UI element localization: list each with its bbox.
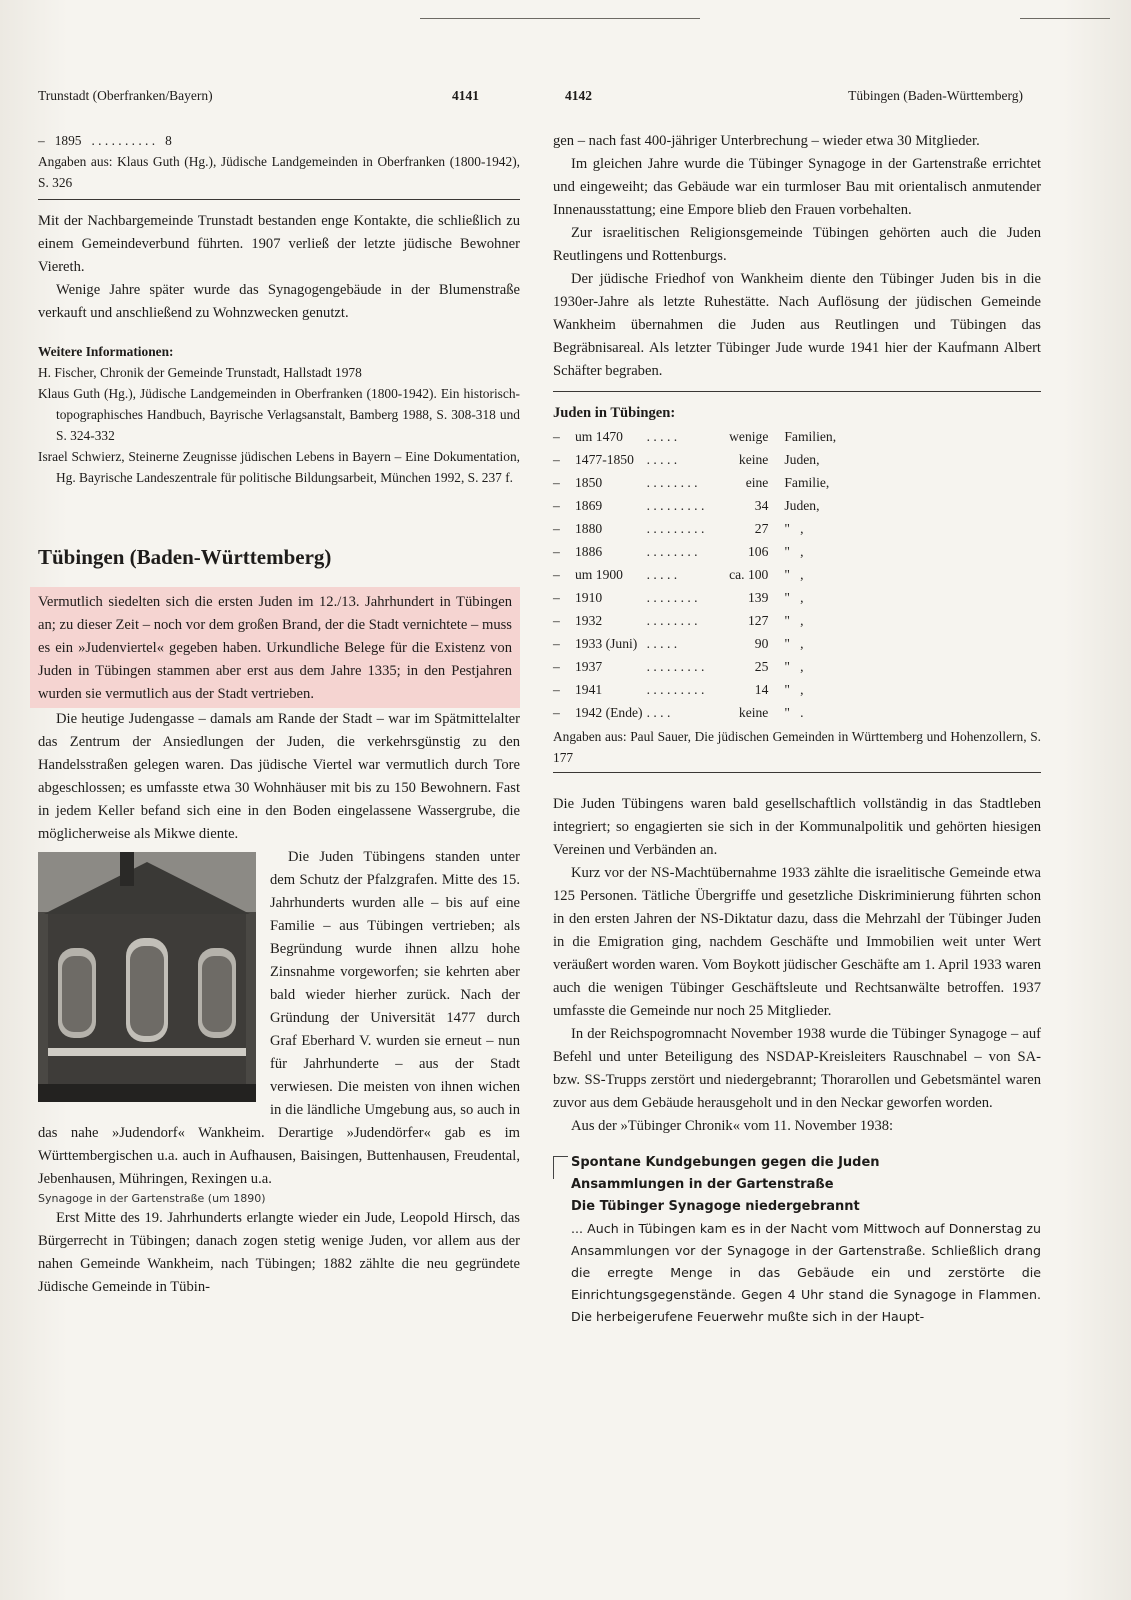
row-year: 1880 [575,521,603,536]
row-unit: " , [784,682,804,697]
row-year: um 1470 [575,429,623,444]
row-dots: . . . . . . . . . [646,659,705,674]
row-count: eine [745,475,769,490]
row-dots: . . . . [646,705,671,720]
further-info-heading: Weitere Informationen: [38,344,174,359]
row-dash: – [553,567,560,582]
table-row [553,632,864,655]
table-row [553,540,864,563]
paragraph: Erst Mitte des 19. Jahrhunderts erlangte wieder ein Jude, Leopold Hirsch, das Bürgerrecht in Tübingen; danach zogen stetig wenige Juden, vor allem aus der nahen Gemeinde Wankheim, nach Tübingen; 1882 zählte die neu gegründete Jüdische Gemeinde in Tübin- [38,1210,520,1295]
row-dash: – [553,705,560,720]
row-unit: " , [784,659,804,674]
table-row [553,563,864,586]
table-row [553,586,864,609]
reference-item: Klaus Guth (Hg.), Jüdische Landgemeinden in Oberfranken (1800-1942). Ein historisch-topographisches Handbuch, Bayrische Verlagsanstalt, Bamberg 1988, S. 308-318 und S. 324-332 [38,386,520,443]
row-dash: – [553,613,560,628]
table-row [553,701,864,724]
row-count: 27 [754,521,769,536]
left-column [38,130,520,1299]
row-dots: . . . . . [646,636,678,651]
row-dash: – [553,636,560,651]
row-dots: . . . . . . . . . [646,498,705,513]
quote-headline: Spontane Kundgebungen gegen die Juden [571,1155,880,1170]
figure-wrap [38,846,520,1299]
top-rule-right [1020,18,1110,19]
synagogue-photo-svg [38,852,256,1102]
table-row [553,655,864,678]
section-title: Tübingen (Baden-Württemberg) [38,545,332,569]
table-row [553,609,864,632]
row-dash: – [553,590,560,605]
row-count: keine [738,452,769,467]
row-count: 127 [747,613,769,628]
newspaper-quote [553,1152,1041,1328]
row-year: 1850 [575,475,603,490]
paragraph: gen – nach fast 400-jähriger Unterbrechung – wieder etwa 30 Mitglieder. [553,133,980,149]
row-unit: " , [784,567,804,582]
row-unit: Familie, [784,475,830,490]
trunstadt-source: Angaben aus: Klaus Guth (Hg.), Jüdische Landgemeinden in Oberfranken (1800-1942), S. 326 [38,154,520,190]
trunstadt-row: – 1895 . . . . . . . . . . 8 [38,130,520,151]
row-year: 1869 [575,498,603,513]
row-unit: " , [784,544,804,559]
row-dots: . . . . . [646,567,678,582]
row-dots: . . . . . . . . [646,475,698,490]
row-count: 14 [754,682,769,697]
reference-item: Israel Schwierz, Steinerne Zeugnisse jüdischen Lebens in Bayern – Eine Dokumentation, Hg. Bayrische Landeszentrale für politische Bildungsarbeit, München 1992, S. 237 f. [38,449,520,485]
table-row [553,448,864,471]
row-dots: . . . . . [646,429,678,444]
divider [553,772,1041,773]
row-year: 1932 [575,613,603,628]
row-dots: . . . . . . . . [646,544,698,559]
figure-caption: Synagoge in der Gartenstraße (um 1890) [38,1192,266,1205]
table-title: Juden in Tübingen: [553,405,676,421]
paragraph: Der jüdische Friedhof von Wankheim diente den Tübinger Juden bis in die 1930er-Jahre als letzte Ruhestätte. Nach Auflösung der jüdischen Gemeinde Wankheim übernahmen die Juden aus Reutlingen und Tübingen das Begräbnisareal. Als letzter Tübinger Jude wurde 1941 hier der Kaufmann Albert Schäfter begraben. [553,271,1041,379]
table-row [553,471,864,494]
paragraph: Wenige Jahre später wurde das Synagogengebäude in der Blumenstraße verkauft und anschließend zu Wohnzwecken genutzt. [38,282,520,321]
row-year: 1910 [575,590,603,605]
population-table [553,425,864,724]
row-year: 1477-1850 [575,452,634,467]
page-number-right: 4142 [565,88,592,103]
table-row [553,517,864,540]
table-row [553,425,864,448]
row-count: keine [738,705,769,720]
row-unit: Juden, [784,452,820,467]
row-unit: " , [784,590,804,605]
trunstadt-year: 1895 [54,133,82,148]
row-dash: – [553,659,560,674]
row-year: 1942 (Ende) [575,705,643,720]
row-dots: . . . . . . . . . [646,521,705,536]
row-year: 1937 [575,659,603,674]
row-count: ca. 100 [729,567,769,582]
paragraph: Zur israelitischen Religionsgemeinde Tübingen gehörten auch die Juden Reutlingens und Rottenburgs. [553,225,1041,264]
paragraph: Kurz vor der NS-Machtübernahme 1933 zählte die israelitische Gemeinde etwa 125 Personen. Tätliche Übergriffe und gesetzliche Diskriminierung führten schon in den ersten Jahren der NS-Diktatur dazu, dass die Mehrzahl der Tübinger Juden in die Emigration ging, nachdem Geschäfte und Immobilien weit unter Wert veräußert worden waren. Vom Boykott jüdischer Geschäfte am 1. April 1933 waren auch die wenigen Tübinger Geschäftsleute und Rechtsanwälte betroffen. 1937 umfasste die Gemeinde nur noch 25 Mitglieder. [553,865,1041,1019]
row-count: 34 [754,498,769,513]
row-year: 1941 [575,682,603,697]
trunstadt-value: 8 [165,133,172,148]
row-dots: . . . . . . . . [646,590,698,605]
row-count: 106 [747,544,769,559]
reference-item: H. Fischer, Chronik der Gemeinde Trunstadt, Hallstadt 1978 [38,365,362,380]
row-dash: – [553,544,560,559]
row-count: wenige [729,429,769,444]
row-count: 90 [754,636,769,651]
divider [38,199,520,200]
top-rule-center [420,18,700,19]
row-dash: – [553,475,560,490]
quote-subheadline: Die Tübinger Synagoge niedergebrannt [571,1199,860,1214]
row-dots: . . . . . [646,452,678,467]
paragraph-wrapped: Die Juden Tübingens standen unter dem Schutz der Pfalzgrafen. Mitte des 15. Jahrhunderts wurden alle – bis auf eine Familie – aus Tübingen vertrieben; als Begründung wurde ihnen allzu hohe Zinsnahme vorgeworfen; sie kehrten aber bald wieder hierher zurück. Nach der Gründung der Universität 1477 durch Graf Eberhard V. wurden sie erneut – nun für Jahrhunderte – aus der Stadt verwiesen. Die meisten von ihnen wichen in die ländliche Umgebung aus, so auch in das nahe »Judendorf« Wankheim. Derartige »Judendörfer« gab es im Württembergischen u.a. auch in Aufhausen, Baisingen, Buttenhausen, Freudental, Jebenhausen, Mühringen, Rexingen u.a. [38,849,520,1187]
table-row [553,494,864,517]
row-dash: – [553,498,560,513]
synagogue-photo [38,852,256,1102]
row-dots: . . . . . . . . [646,613,698,628]
paragraph: Die Juden Tübingens waren bald gesellschaftlich vollständig in das Stadtleben integriert; so engagierten sie sich in der Kommunalpolitik und gehörten hiesigen Vereinen und Verbänden an. [553,796,1041,858]
paragraph: Aus der »Tübinger Chronik« vom 11. November 1938: [571,1118,894,1134]
paragraph: Im gleichen Jahre wurde die Tübinger Synagoge in der Gartenstraße errichtet und eingeweiht; das Gebäude war ein turmloser Bau mit orientalisch anmutender Innenausstattung; eine Empore blieb den Frauen vorbehalten. [553,156,1041,218]
right-column [553,130,1041,1328]
row-dash: – [553,521,560,536]
row-year: 1886 [575,544,603,559]
table-row [553,678,864,701]
row-unit: Juden, [784,498,820,513]
paragraph: Mit der Nachbargemeinde Trunstadt bestanden enge Kontakte, die schließlich zu einem Gemeindeverbund führten. 1907 verließ der letzte jüdische Bewohner Viereth. [38,213,520,275]
running-head-right: Tübingen (Baden-Württemberg) [848,88,1023,103]
row-dash: – [553,682,560,697]
row-unit: " , [784,521,804,536]
row-unit: " , [784,636,804,651]
row-year: 1933 (Juni) [575,636,638,651]
paragraph: In der Reichspogromnacht November 1938 wurde die Tübinger Synagoge – auf Befehl und unter Beteiligung des NSDAP-Kreisleiters Rauschnabel – von SA- bzw. SS-Trupps zerstört und niedergebrannt; Thorarollen und Gebetsmäntel waren zuvor aus dem Gebäude herausgeholt und in den Neckar geworfen worden. [553,1026,1041,1111]
divider [553,391,1041,392]
row-dots: . . . . . . . . . [646,682,705,697]
row-count: 139 [747,590,769,605]
row-unit: Familien, [784,429,837,444]
row-dash: – [553,429,560,444]
quote-subheadline: Ansammlungen in der Gartenstraße [571,1177,834,1192]
page-number-left: 4141 [452,88,479,103]
table-source: Angaben aus: Paul Sauer, Die jüdischen Gemeinden in Württemberg und Hohenzollern, S. 177 [553,729,1041,765]
row-unit: " . [784,705,804,720]
highlighted-paragraph: Vermutlich siedelten sich die ersten Juden im 12./13. Jahrhundert in Tübingen an; zu dieser Zeit – noch vor dem großen Brand, der die Stadt vernichtete – muss es ein »Judenviertel« gegeben haben. Urkundliche Belege für die Existenz von Juden in Tübingen stammen aber erst aus dem Jahre 1335; in den Pestjahren wurden sie vermutlich aus der Stadt vertrieben. [30,587,520,708]
row-year: um 1900 [575,567,623,582]
running-head-left: Trunstadt (Oberfranken/Bayern) [38,88,213,103]
row-unit: " , [784,613,804,628]
paragraph: Die heutige Judengasse – damals am Rande der Stadt – war im Spätmittelalter das Zentrum der Ansiedlungen der Juden, die verkehrsgünstig zu den Handelsstraßen gelegen waren. Das jüdische Viertel war vermutlich durch Tore abgeschlossen; es umfasste etwa 30 Wohnhäuser mit bis zu 150 Bewohnern. Fast in jedem Keller befand sich eine in den Boden eingelassene Wassergrube, die möglicherweise als Mikwe diente. [38,711,520,842]
quote-text: ... Auch in Tübingen kam es in der Nacht vom Mittwoch auf Donnerstag zu Ansammlungen vor der Synagoge in der Gartenstraße. Schließlich drang die erregte Menge in das Gebäude ein und zerstörte die Einrichtungsgegenstände. Gegen 4 Uhr stand die Synagoge in Flammen. Die herbeigerufene Feuerwehr mußte sich in der Haupt- [571,1221,1041,1324]
row-dash: – [553,452,560,467]
row-count: 25 [754,659,769,674]
